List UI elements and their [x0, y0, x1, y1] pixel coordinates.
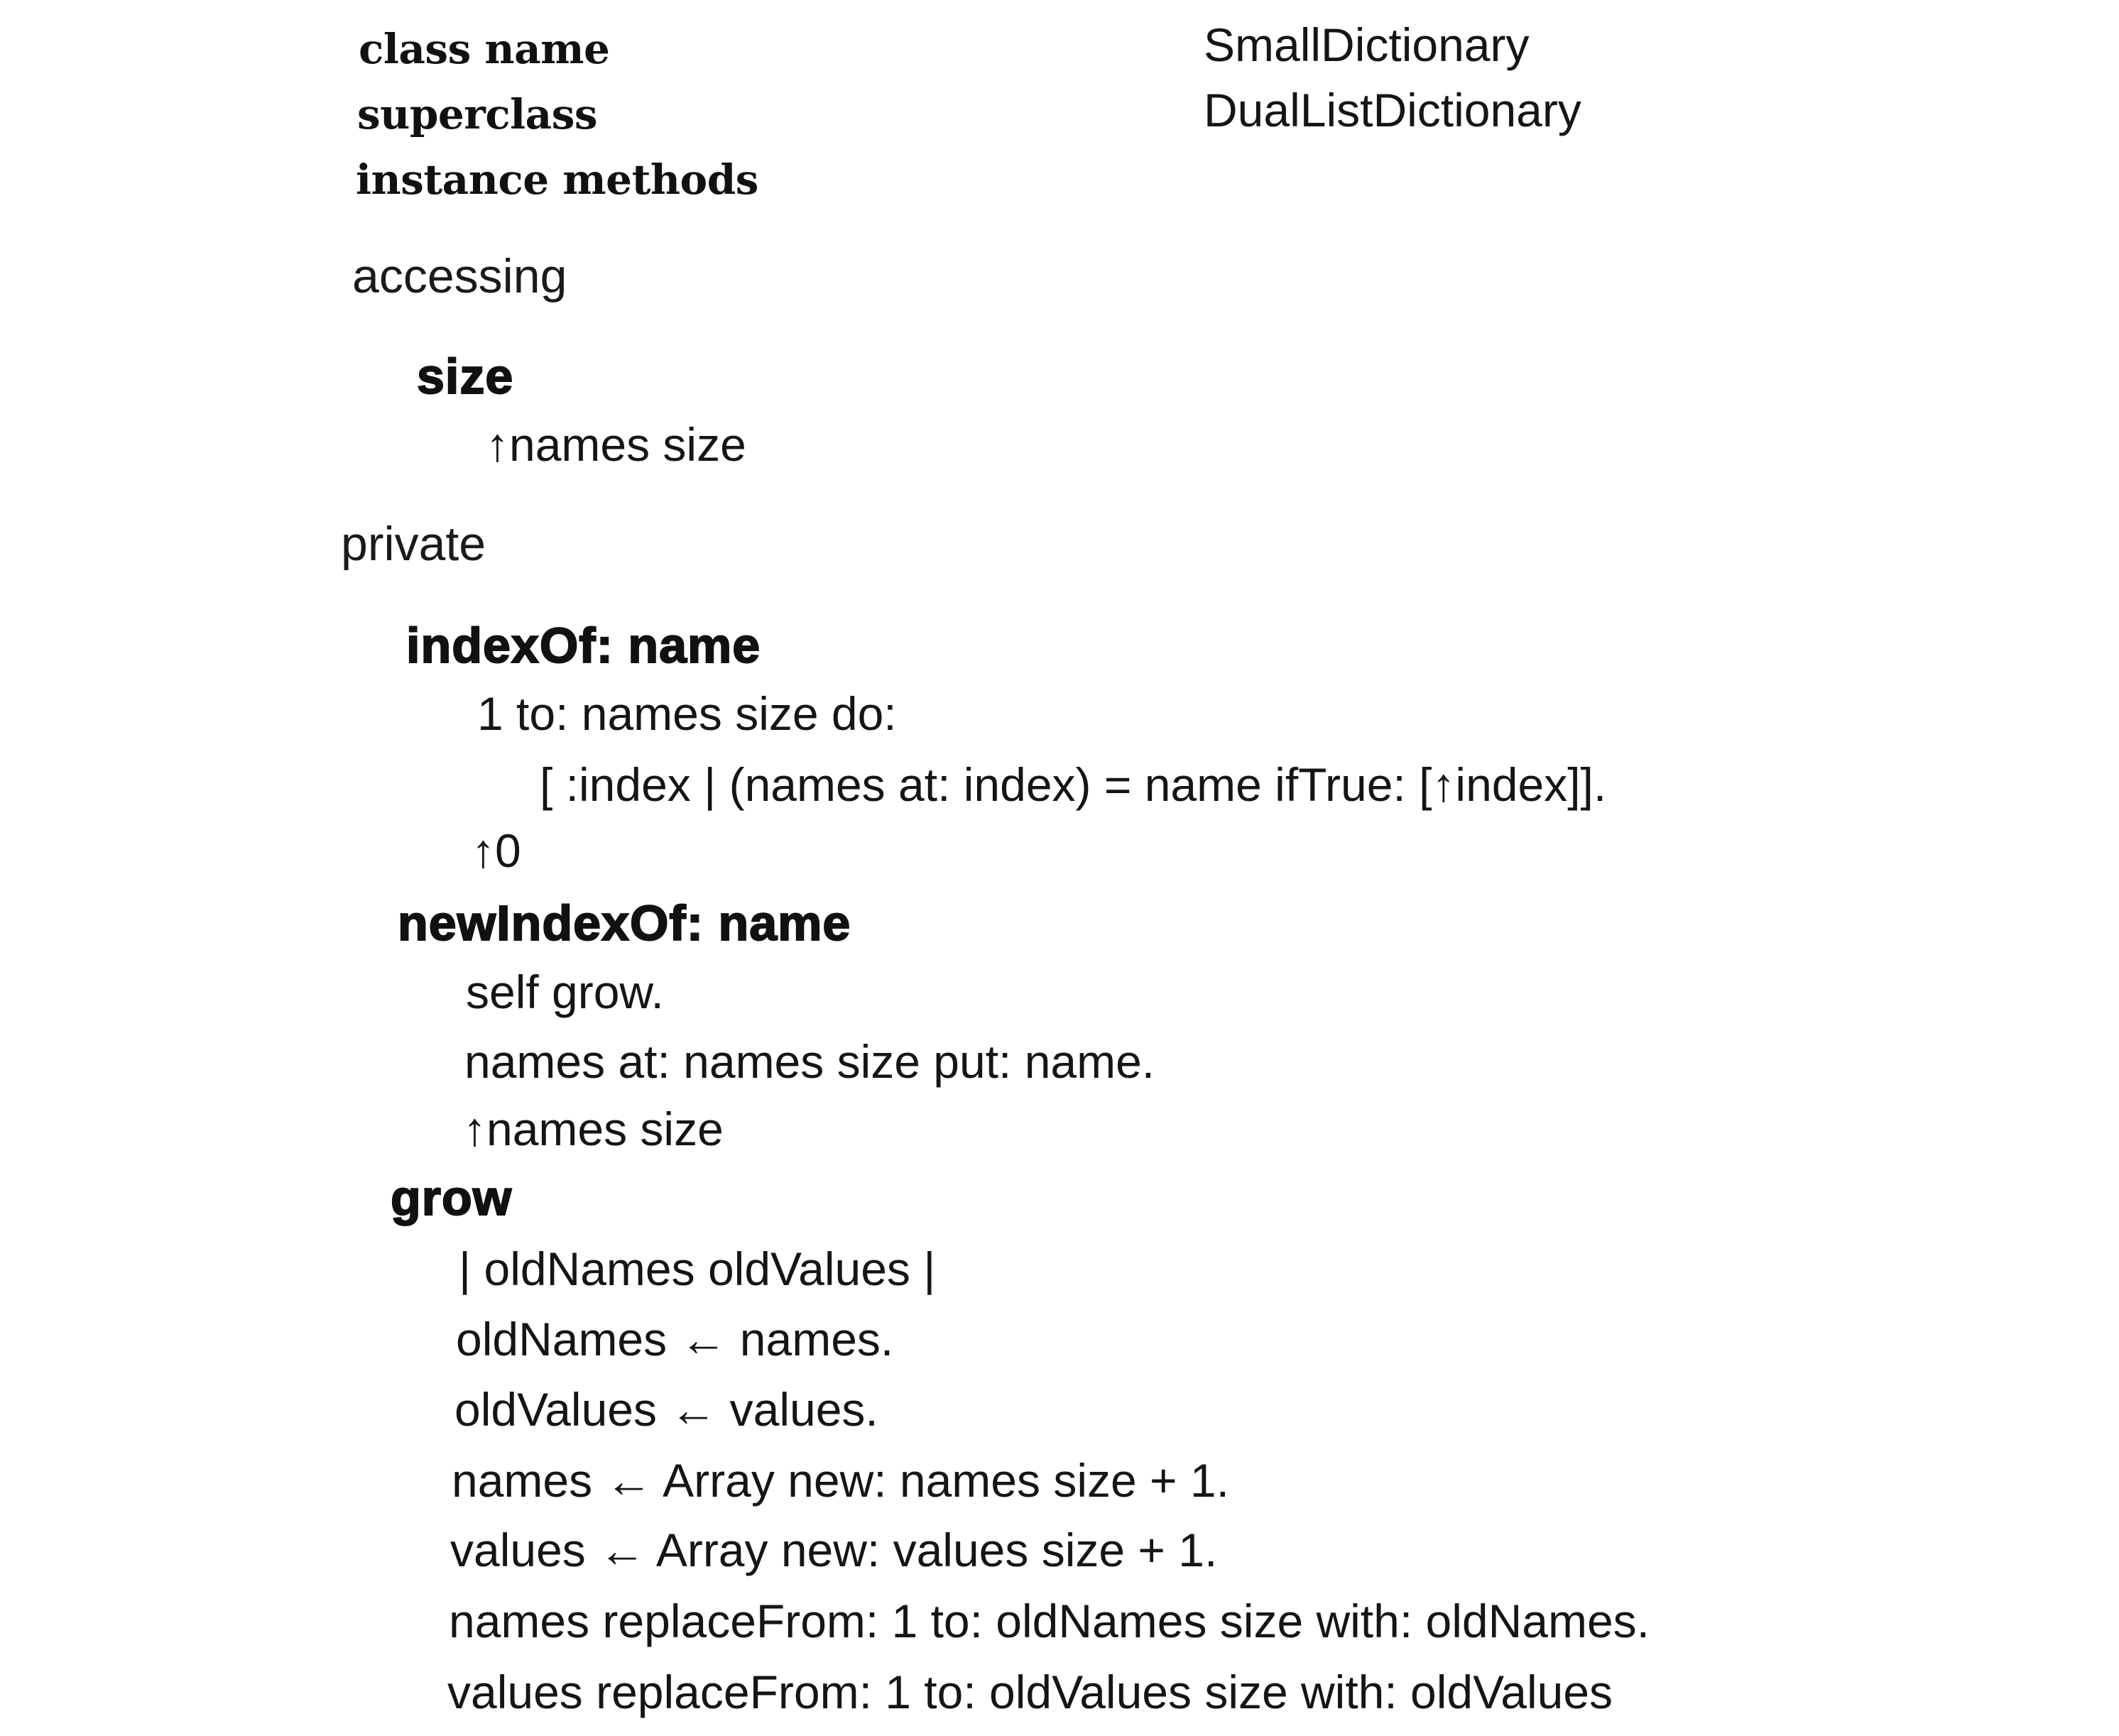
method-grow-line-3: oldValues ← values. [454, 1383, 878, 1436]
method-grow-line-6: names replaceFrom: 1 to: oldNames size with: oldNames. [449, 1595, 1650, 1647]
method-grow-line-1: | oldNames oldValues | [459, 1243, 936, 1295]
method-size-line-1: ↑names size [486, 418, 746, 471]
method-size-selector: size [417, 349, 514, 404]
class-name-label: class name [359, 25, 610, 73]
category-accessing: accessing [352, 249, 567, 303]
method-indexof-line-2: [ :index | (names at: index) = name ifTrue: [↑index]]. [540, 758, 1607, 811]
method-grow-line-2: oldNames ← names. [456, 1313, 894, 1365]
superclass-value: DualListDictionary [1204, 84, 1581, 136]
method-indexof-line-1: 1 to: names size do: [477, 687, 897, 740]
instance-methods-label: instance methods [356, 155, 758, 204]
method-grow-line-4: names ← Array new: names size + 1. [452, 1454, 1229, 1507]
method-indexof-selector: indexOf: name [406, 618, 761, 673]
method-indexof-line-3: ↑0 [472, 824, 521, 877]
category-private: private [341, 517, 486, 571]
method-grow-line-5: values ← Array new: values size + 1. [450, 1524, 1218, 1576]
method-newindexof-line-3: ↑names size [463, 1103, 724, 1155]
method-newindexof-line-1: self grow. [466, 966, 664, 1018]
class-name-value: SmallDictionary [1204, 18, 1530, 71]
method-newindexof-selector: newIndexOf: name [398, 895, 851, 951]
superclass-label: superclass [357, 90, 598, 138]
method-newindexof-line-2: names at: names size put: name. [464, 1035, 1155, 1088]
method-grow-line-7: values replaceFrom: 1 to: oldValues size with: oldValues [447, 1666, 1613, 1718]
method-grow-selector: grow [391, 1170, 513, 1225]
